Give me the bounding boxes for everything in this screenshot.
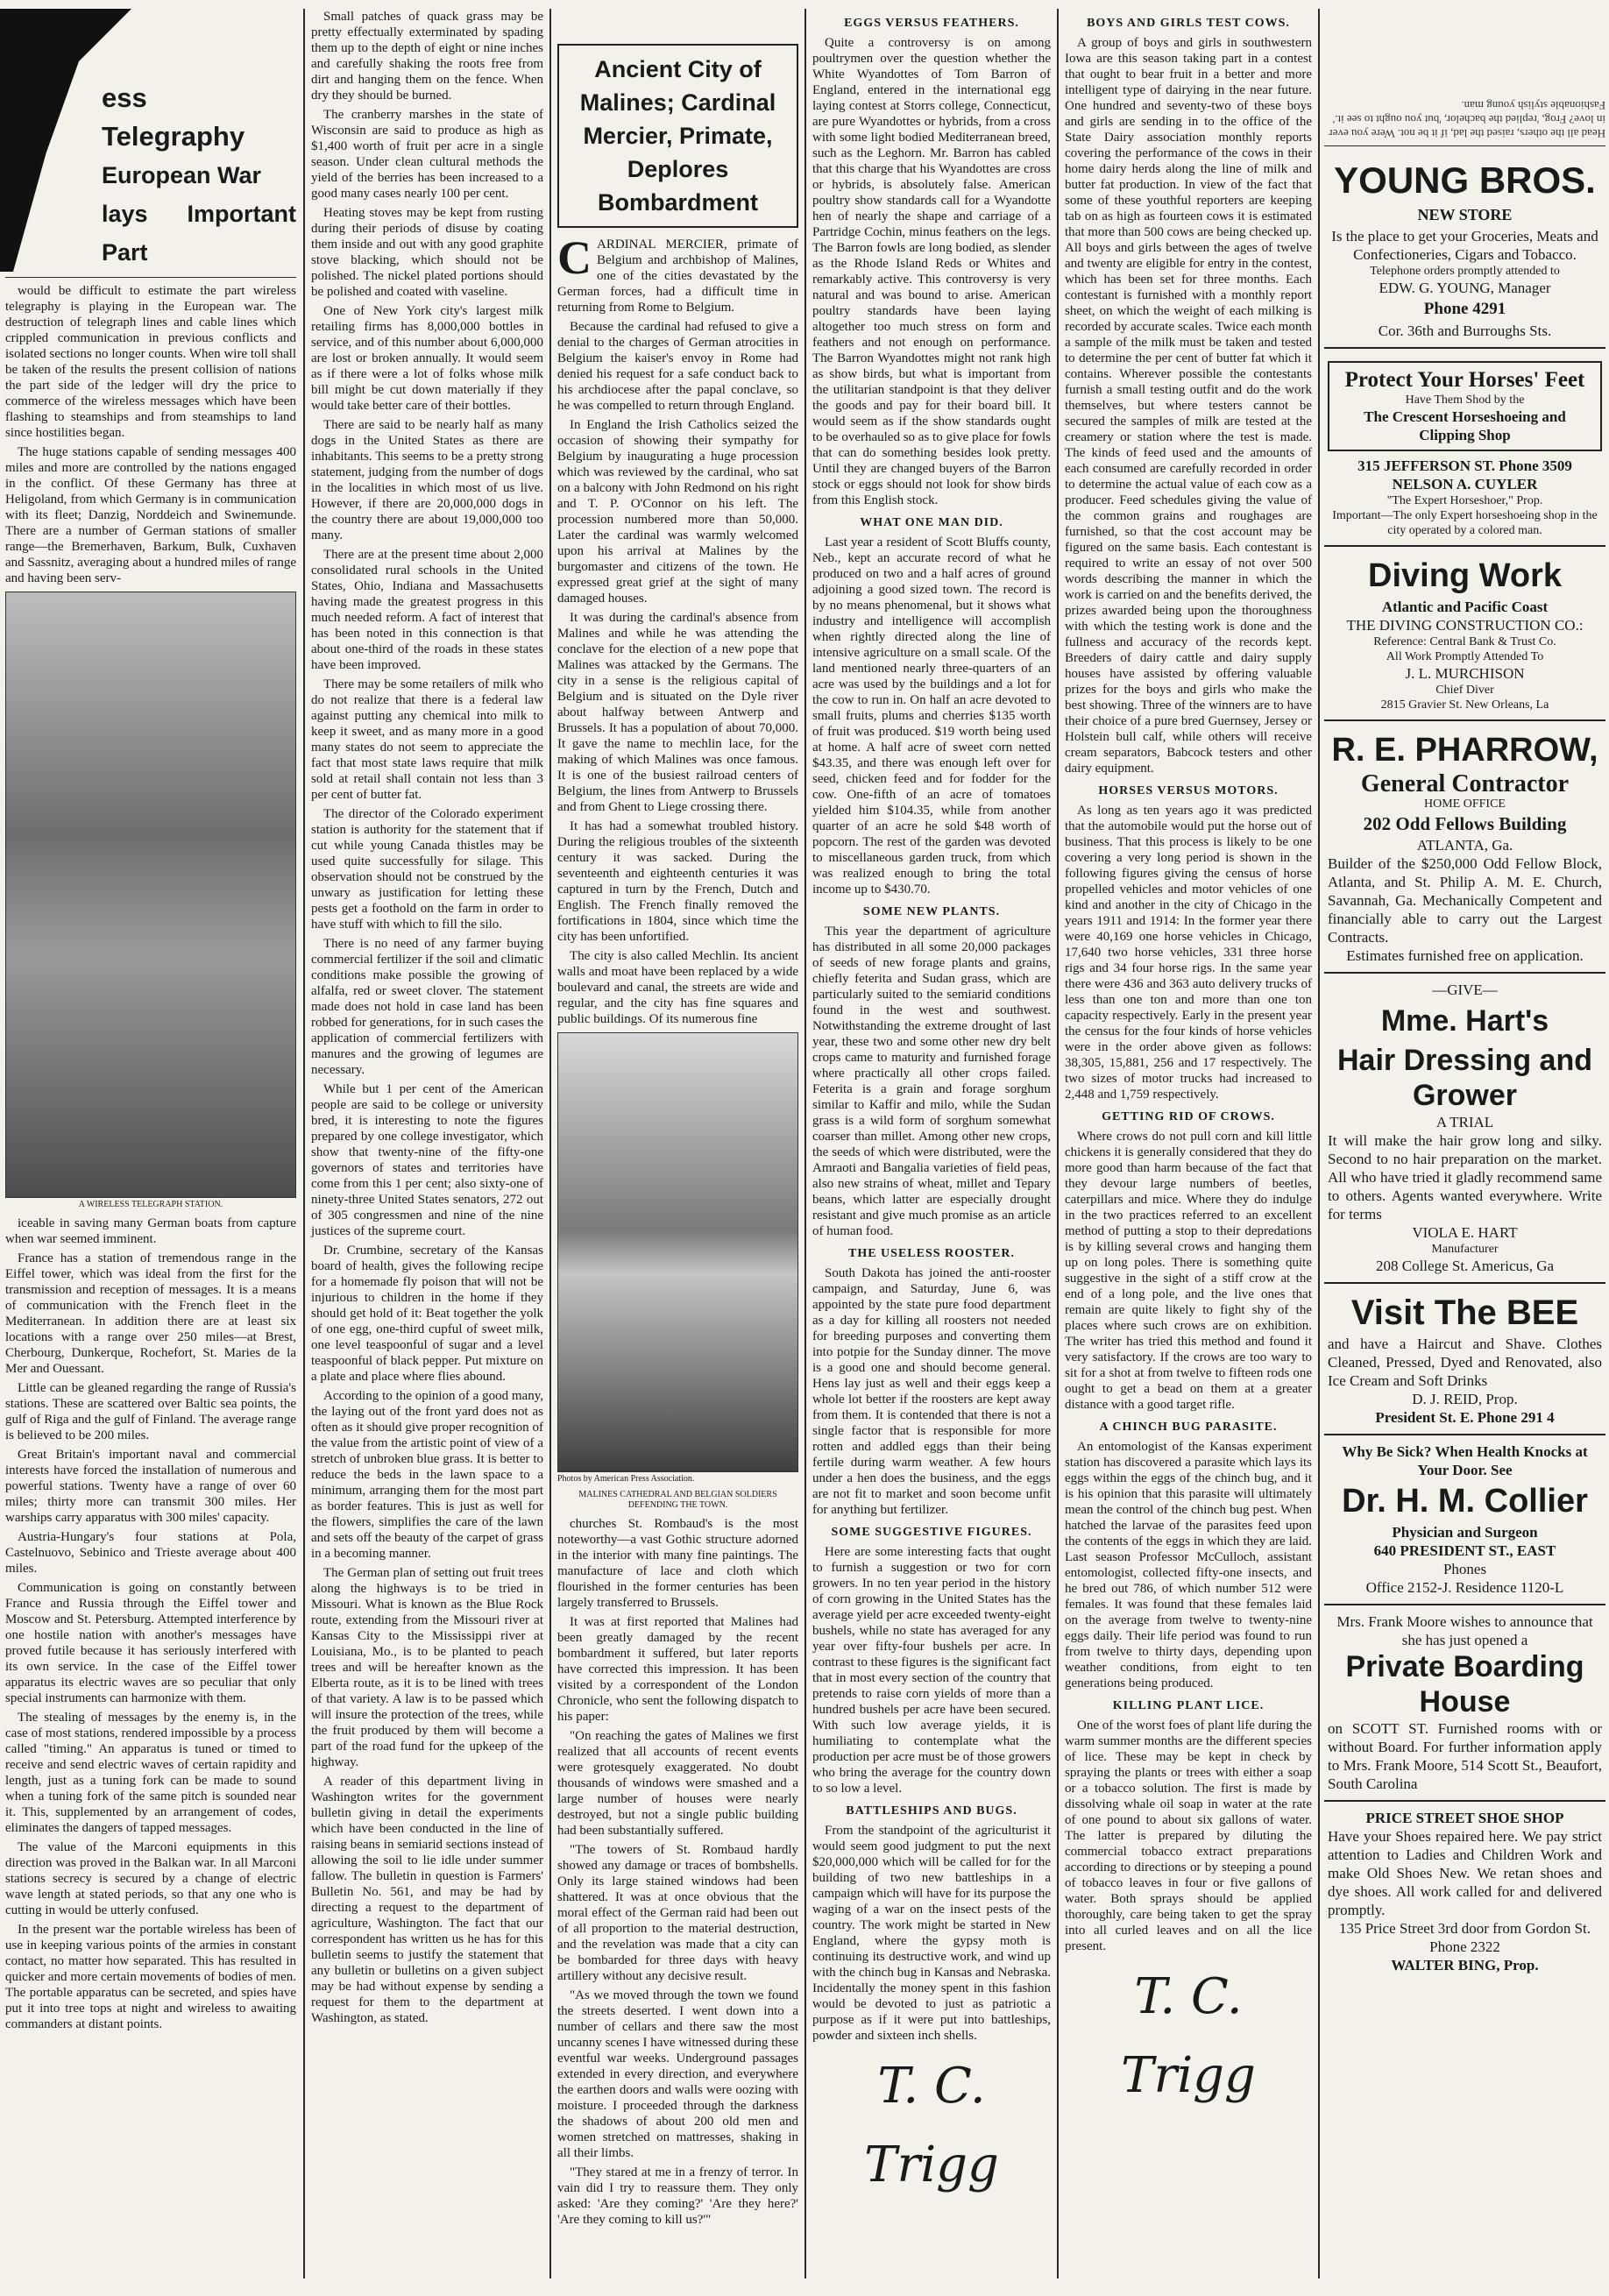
section-heading: EGGS VERSUS FEATHERS. [844, 17, 1019, 30]
article-paragraph: There are at the present time about 2,000 consolidated rural schools in the United States, Ohio, Indiana and Massachusetts having made the greatest progress in this much needed reform. A fact of interest that has been noted in this connection is that about one-third of the roads in these states have been improved. [311, 548, 543, 672]
malines-headline: Ancient City of Malines; Cardinal Mercier, Primate, Deplores Bombardment [557, 44, 798, 228]
photo-credit: Photos by American Press Association. [557, 1474, 695, 1484]
ad-address: Cor. 36th and Burroughs Sts. [1378, 322, 1552, 339]
article-paragraph: One of the worst foes of plant life during the warm summer months are the different species of lice. These may be kept in check by spraying the plants or trees with either a soap or a tobacco solution. The first is made by dissolving whale oil soap in water at the rate of one pound to about six gallons of water. The latter is prepared by diluting the commercial tobacco extract preparations according to directions or by steeping a pound of tobacco leaves in four or five gallons of water. Both sprays should be applied thoroughly, care being taken to get the spray into all curled leaves and on all the lice present. [1065, 1718, 1312, 1953]
article-paragraph: France has a station of tremendous range in the Eiffel tower, which was ideal from the first for the transmission and reception of messages. It is a means of communication with the French fleet in the Mediterranean. In addition there are at least six locations with a range over 250 miles—at Brest, Cherbourg, Dunkerque, Rochefort, St. Maries de la Mer and Ouessant. [5, 1251, 296, 1376]
article-paragraph: iceable in saving many German boats from capture when war seemed imminent. [5, 1216, 296, 1246]
article-paragraph: From the standpoint of the agriculturist it would seem good judgment to put the next $20,000,000 which will be called for for the building of two new battleships in a campaign which will have for its purpose the waging of a war on the insect pests of the country. The work might be started in New England, where the gypsy moth is continuing its destructive work, and wind up with the chinch bug in Kansas and Nebraska. Incidentally the money spent in this fashion would be devoted to just as patriotic a purpose as if it were put into battleships, powder and sixteen inch shells. [812, 1824, 1051, 2043]
ad-title: Dr. H. M. Collier [1342, 1483, 1588, 1520]
article-paragraph: Here are some interesting facts that ought to furnish a suggestion or two for corn growers. In no ten year period in the history of corn growing in the United States has the average yield per acre exceeded twenty-eight bushels, while no state has averaged for any year over fifty-four bushels per acre. In contrast to these figures is the significant fact that in most every section of the country that pretends to raise corn yields of more than a hundred bushels per acre have been secured. With such low average yields, it is humiliating to contemplate what the production per acre must be of those growers who bring the average for the country down to so low a level. [812, 1545, 1051, 1796]
ad-address: 640 PRESIDENT ST., EAST [1373, 1542, 1556, 1559]
ad-phone: Office 2152-J. Residence 1120-L [1365, 1579, 1564, 1596]
article-paragraph: The stealing of messages by the enemy is, in the case of most stations, rendered impossible by a process called "timing." An apparatus is tuned or timed to receive and send electric waves of certain rapidity and length, just as a tuning fork can be made to sound when a tuning fork of the same pitch is sounded near it. This, supplemented by an arrangement of codes, eliminates the dangers of tapped messages. [5, 1711, 296, 1835]
ad-young-bros [1324, 152, 1605, 349]
article-paragraph: A reader of this department living in Washington writes for the government bulletin giving in detail the experiments which have been conducted in the line of raising beans in semiarid sections instead of allowing the soil to lie idle under summer fallow. The bulletin in question is Farmers' Bulletin No. 561, and may be had by directing a request to the department of agriculture, Washington. The fact that our correspondent has written us he has for this bulletin seems to justify the statement that any bulletin or bulletins on a given subject may be had without expense by sending a request for them to the department at Washington, as stated. [311, 1775, 543, 2025]
article-paragraph: Austria-Hungary's four stations at Pola, Castelnuovo, Sebinico and Trieste average about 400 miles. [5, 1530, 296, 1576]
ad-body: Have your Shoes repaired here. We pay strict attention to Ladies and Children Work and make Old Shoes New. We retan shoes and dye shoes. All work called for and delivered promptly. [1328, 1828, 1602, 1918]
ad-address: 2815 Gravier St. New Orleans, La [1380, 698, 1549, 712]
ad-address: 135 Price Street 3rd door from Gordon St. Phone 2322 [1338, 1920, 1591, 1955]
section-heading: BOYS AND GIRLS TEST COWS. [1087, 17, 1290, 30]
ad-line: Have Them Shod by the [1405, 393, 1525, 407]
article-paragraph: There are said to be nearly half as many dogs in the United States as there are inhabitants. This seems to be a pretty strong statement, judging from the number of dogs in the localities in which most of us live. However, if there are 20,000,000 dogs in the country there are about 19,000,000 too many. [311, 418, 543, 542]
malines-cathedral-photo [557, 1032, 798, 1472]
ad-body: Is the place to get your Groceries, Meats and Confectioneries, Cigars and Tobacco. [1331, 228, 1598, 263]
article-paragraph: An entomologist of the Kansas experiment station has discovered a parasite which lays its eggs within the eggs of the chinch bug, and it is his opinion that this parasite will ultimately mean the control of the chinch bug pest. When hatched the larvae of the parasites feed upon the contents of the eggs in which they are laid. Last season Professor McCulloch, assistant entomologist, collected fifty-one insects, and he bred out 786, of which number 512 were females. It was found that these females laid on the average from twelve to twenty-nine eggs daily. Their life period was found to run from twelve to thirty days, depending upon weather conditions, from eight to ten generations being produced. [1065, 1440, 1312, 1690]
ad-title: PRICE STREET SHOE SHOP [1365, 1810, 1564, 1826]
column-dairy-notes [1060, 9, 1317, 2283]
article-paragraph: It was at first reported that Malines had been greatly damaged by the recent bombardment it suffered, but later reports have corrected this impression. It has been visited by a correspondent of the London Chronicle, who sent the following dispatch to his paper: [557, 1615, 798, 1724]
ad-body: and have a Haircut and Shave. Clothes Cleaned, Pressed, Dyed and Renovated, also Ice Cream and Soft Drinks [1328, 1336, 1602, 1389]
ad-line: The Crescent Horseshoeing and Clipping Shop [1364, 408, 1566, 443]
article-paragraph: Last year a resident of Scott Bluffs county, Neb., kept an accurate record of what he produced on two and a half acres of ground adjoining a good sized town. The record is by no means phenomenal, but it shows what industry and intelligence will accomplish when rightly directed along the line of intensive agriculture on a small scale. Of the land mentioned nearly three-quarters of an acre was used by the buildings and a lot for the cow to run in. On half an acre devoted to small fruits, plums and cherries $135 worth of fruit was produced. $19 worth being used at home. A half acre of sweet corn netted $43.35, and there was enough left over for seed, chicken feed and for fodder for the cow. One-fifth of an acre of tomatoes yielded him $104.35, while from another quarter of an acre he sold $48 worth of popcorn. The rest of the garden was devoted to miscellaneous garden truck, from which was realized enough to bring the total income up to $430.70. [812, 535, 1051, 896]
article-paragraph: The German plan of setting out fruit trees along the highways is to be tried in Missouri. What is known as the Blue Rock route, extending from the Missouri river at Kansas City to the Mississippi river at Louisiana, Mo., is to be planted to peach trees and will be hereafter known as the Elberta route, as it is to be lined with trees of that variety. A law is to be passed which will insure the protection of the trees, while the fruit produced by them will become a part of the road fund for the upkeep of the highway. [311, 1566, 543, 1769]
bleed-through-text: Head all the others, raised the lad, if it be not. Were you ever in love? Frog, 'replied the bachelor, 'but you ought to see it.' Fashionable stylish young man. [1329, 99, 1605, 140]
ad-address: 315 JEFFERSON ST. Phone 3509 [1357, 457, 1572, 474]
ad-subtitle: NEW STORE [1417, 206, 1513, 223]
article-paragraph: Communication is going on constantly between France and Russia through the Eiffel tower and Moscow and St. Petersburg. Attempted interference by one hostile nation with another's messages have proved futile because it has seriously interfered with its own service. In the case of the Eiffel tower apparatus its electric waves are so peculiar that only special instruments can harmonize with them. [5, 1581, 296, 1705]
ad-note: Estimates furnished free on application. [1346, 947, 1584, 964]
article-paragraph: A group of boys and girls in southwestern Iowa are this season taking part in a contest that ought to bear fruit in a better and more intelligent type of dairying in the near future. One hundred and seventy-two of these boys and girls are sending in to the office of the State Dairy association monthly reports covering the performance of the cows in their home dairy herds along the line of milk and butter fat production. In view of the fact that some of these youthful reporters are keeping tab on as high as fourteen cows it is estimated that more than 500 cows are being checked up. All boys and girls between the ages of twelve and twenty are eligible for entry in the contest, which has been set for three months. Each contestant is furnished with a monthly report sheet, on which the weight of each milking is recorded by accurate scales. Twice each month a sample of the milk must be taken and tested to determine the per cent of butter fat which it contains. Wherever possible the contestants furnish a small testing outfit and do the work themselves, but where testers cannot be secured the samples of milk are tested at the creamery or station where the test is made. The kinds of feed used and the amounts of each consumed are carefully recorded in order to determine the actual value of each cow as a producer. Feed schedules giving the value of the common grains and roughages are furnished, so that the cost account may be figured on the same basis. Each contestant is required to write an essay of not over 500 words describing the manner in which the work is carried on and the benefits derived, the prizes awarded being upon the thoroughness with which the testing work is done and the fullness and accuracy of the records kept. Breeders of dairy cattle and dairy supply houses have assisted by offering valuable prizes for the boys and girls who make the best showing. Three of the winners are to have their choice of a pure bred Guernsey, Jersey or Holstein bull calf, while others will receive cream separators, Babcock testers and other dairy equipment. [1065, 36, 1312, 776]
ad-line: Manufacturer [1431, 1243, 1499, 1256]
article-paragraph: ARDINAL MERCIER, primate of Belgium and archbishop of Malines, one of the cities devastated by the German forces, had a difficult time in returning from Rome to Belgium. [557, 237, 798, 315]
ad-mme-hart [1324, 974, 1605, 1284]
section-heading: HORSES VERSUS MOTORS. [1098, 784, 1279, 797]
ad-address: 202 Odd Fellows Building [1363, 813, 1567, 834]
ad-note: Important—The only Expert horseshoeing shop in the city operated by a colored man. [1332, 509, 1598, 537]
ad-line: —GIVE— [1432, 981, 1498, 998]
ad-subtitle: Hair Dressing and Grower [1337, 1044, 1592, 1112]
article-paragraph: Dr. Crumbine, secretary of the Kansas board of health, gives the following recipe for a homemade fly poison that will not be injurious to children in the home if they should get hold of it: Beat together the yolk of one egg, one-third cupful of sweet milk, one level teaspoonful of sugar and a level teaspoonful of black pepper. Put mixture on a plate and place where flies abound. [311, 1244, 543, 1384]
ad-line: All Work Promptly Attended To [1386, 650, 1544, 663]
column-rule [804, 9, 806, 2278]
ad-title: YOUNG BROS. [1334, 159, 1596, 201]
article-paragraph: While but 1 per cent of the American people are said to be college or university bred, it is interesting to note the figures prepared by one college investigator, which show that twenty-nine of the fifty-one governors of states and territories have come from this 1 per cent; also sixty-one of ninety-three United States senators, 272 out of 305 congressmen and nine of the nine justices of the supreme court. [311, 1082, 543, 1238]
article-paragraph: South Dakota has joined the anti-rooster campaign, and Saturday, June 6, was appointed by the state pure food department as a day for killing all roosters not needed for breeding purposes and converting them into potpie for the Sunday dinner. The move is a good one and should become general. Hens lay just as well and their eggs keep a whole lot better if the roosters are kept away from them. It is contended that there is not a single factor that is responsible for more rotten and addled eggs than their being fertile during warm weather. A few hours under a hen does the business, and the eggs are not fit to market and soon become unfit for anything but fertilizer. [812, 1266, 1051, 1517]
column-farm-notes [306, 9, 549, 2283]
article-paragraph: "On reaching the gates of Malines we first realized that all accounts of recent events were grotesquely exaggerated. No doubt thousands of windows were smashed and a large number of houses were nearly destroyed, but not a single public building had been substantially suffered. [557, 1729, 798, 1838]
article-paragraph: "The towers of St. Rombaud hardly showed any damage or traces of bombshells. Only its large stained windows had been shattered. It was at once obvious that the moral effect of the German raid had been out of all proportion to the material destruction, and the revelation was made that a city can be bombarded for three days with heavy artillery without any decisive result. [557, 1843, 798, 1983]
article-paragraph: Quite a controversy is on among poultrymen over the question whether the White Wyandottes of Tom Barron of England, entered in the international egg laying contest at Storrs college, Connecticut, are pure Wyandottes or hybrids, from a cross with some light bodied Mediterranean breed, such as the Leghorn. Mr. Barron has cabled that this charge that his Wyandottes are cross or hybrids, is absolutely false. American poultry show standards call for a Wyandotte hen of nearly the shape and carriage of a Partridge Cochin, minus feathers on the legs. The Barron fowls are long bodied, as slender as the Rhode Island Reds or Whites and remarkably active. This controversy is very natural and was bound to arise. American poultry standards have been laying altogether too much stress on form and feathers and not enough on performance. The Barron Wyandottes might not rank high as show birds, but what is important from the utilitarian standpoint is that they deliver the goods and pay for their board bill. It would seem as if the show standards ought to be overhauled so as to give place for fowls that can do something besides look pretty. Until they are changed buyers of the Barron stock or eggs should not look for show birds from this English stock. [812, 36, 1051, 507]
column-rule [303, 9, 305, 2278]
ad-diving-work [1324, 547, 1605, 721]
article-paragraph: There may be some retailers of milk who do not realize that there is a federal law against putting any chemical into milk to keep it sweet, and as many more in a good many states do not seem to appreciate the fact that most state laws require that milk sold at retail shall contain not less than 3 per cent of butter fat. [311, 677, 543, 802]
ad-title: Private Boarding House [1345, 1650, 1584, 1718]
article-paragraph: Great Britain's important naval and commercial interests have forced the installation of numerous and powerful stations. Twenty have a range of over 60 miles; thirty more can transmit 300 miles. Her warships carry apparatus with 300 miles' capacity. [5, 1448, 296, 1525]
section-heading: WHAT ONE MAN DID. [860, 516, 1003, 529]
ad-line: Atlantic and Pacific Coast [1381, 599, 1549, 615]
column-poultry-farm [807, 9, 1056, 2283]
section-heading: A CHINCH BUG PARASITE. [1099, 1421, 1278, 1434]
ad-line: Chief Diver [1435, 684, 1494, 697]
article-paragraph: As long as ten years ago it was predicted that the automobile would put the horse out of business. That this process is likely to be one covering a very long period is shown in the following figures giving the census of horse propelled vehicles and motor vehicles of one kind and another in the city of Chicago in the years 1911 and 1914: In the former year there were 40,169 one horse vehicles in Chicago, 17,640 two horse vehicles, 331 three horse rigs and 34 four horse rigs. In the same year there were 436 and 363 auto delivery trucks of less than one ton and more than one ton capacity respectively. Early in the present year the census for the four kinds of horse vehicles were in the order above given as follows: 38,305, 15,881, 256 and 17 respectively. The two sizes of motor trucks had increased to 2,448 and 1,759 respectively. [1065, 804, 1312, 1102]
ad-manager: EDW. G. YOUNG, Manager [1379, 280, 1551, 296]
article-paragraph: One of New York city's largest milk retailing firms has 8,000,000 bottles in service, and of this number about 6,000,000 are lost or broken annually. It would seem as if there were a lot of folks whose milk bill might be cut down materially if they would take better care of their bottles. [311, 304, 543, 413]
article-paragraph: It has had a somewhat troubled history. During the religious troubles of the sixteenth century it was sacked. During the seventeenth and eighteenth centuries it was captured in turn by the French, Dutch and English. The French finally removed the fortifications in 1804, since which time the city has been unfortified. [557, 819, 798, 944]
author-signature: T. C. Trigg [1121, 1968, 1256, 2104]
ad-title: R. E. PHARROW, [1331, 732, 1598, 769]
ad-line: THE DIVING CONSTRUCTION CO.: [1346, 617, 1584, 634]
article-paragraph: "As we moved through the town we found the streets deserted. I went down into a number of cellars and there saw the most uncanny scenes I have witnessed during these eventful war weeks. Underground passages extended in every direction, and everywhere the earthen doors and walls were oozing with moisture. I proceeded through the darkness the shadows of about 200 old men and women stretched on mattresses, shaking in all their limbs. [557, 1988, 798, 2160]
ad-body: on SCOTT ST. Furnished rooms with or without Board. For further information apply to Mrs. Frank Moore, 514 Scott St., Beaufort, South Carolina [1328, 1720, 1602, 1792]
article-paragraph: The city is also called Mechlin. Its ancient walls and moat have been replaced by a wide boulevard and canal, the streets are wide and regular, and the city has fine squares and public buildings. Of its numerous fine [557, 949, 798, 1026]
ad-line: HOME OFFICE [1424, 797, 1506, 811]
article-paragraph: According to the opinion of a good many, the laying out of the front yard does not as often as it should give proper recognition of the value from the artistic point of view of a stretch of unbroken blue grass. It is better to reduce the beds in the lawn space to a minimum, arranging them for the most part as border features. This is just as well for the flowers, simplifies the care of the lawn and sets off the beauty of the carpet of grass in a becoming manner. [311, 1389, 543, 1561]
ad-line: "The Expert Horseshoer," Prop. [1386, 494, 1543, 507]
article-paragraph: In England the Irish Catholics seized the occasion of showing their sympathy for Belgium by inaugurating a huge procession which was reviewed by the cardinal, who sat on a balcony with John Redmond on his right and T. P. O'Connor on his left. The procession numbered more than 50,000. Later the cardinal was warmly welcomed upon his arrival at Malines by the burgomaster and citizens of the town. He expressed great grief at the sight of many damaged houses. [557, 418, 798, 606]
article-paragraph: Because the cardinal had refused to give a denial to the charges of German atrocities in Belgium the kaiser's envoy in Rome had denied his request for a safe conduct back to his archdiocese after the papal conclave, so he was compelled to return through England. [557, 320, 798, 413]
column-advertisements [1321, 9, 1609, 2283]
article-paragraph: would be difficult to estimate the part wireless telegraphy is playing in the European war. The destruction of telegraph lines and cable lines which crippled communication in previous conflicts and isolated sections no longer counts. When wire toll shall be taken of the results the present collision of nations the part side of the ledger will dry the price to commerce of the wireless messages which have been flashing to steamships and from steamships to land since hostilities began. [5, 284, 296, 440]
column-rule [549, 9, 551, 2278]
column-malines [552, 9, 804, 2283]
ad-address: 208 College St. Americus, Ga [1375, 1258, 1555, 1274]
ad-owner: VIOLA E. HART [1412, 1224, 1518, 1241]
ad-subtitle: General Contractor [1360, 770, 1570, 797]
article-paragraph: The director of the Colorado experiment station is authority for the statement that if cut while young Canada thistles may be used quite successfully for silage. This observation should not be construed by the unwary as justification for letting these pests get a foothold on the farm in order to have stuff with which to fill the silo. [311, 807, 543, 932]
ad-phone: Phone 4291 [1423, 300, 1506, 318]
ad-title: Visit The BEE [1350, 1293, 1579, 1332]
ad-body: It will make the hair grow long and silky. Second to no hair preparation on the market. All who have tried it gladly recommend same to others. Agents wanted everywhere. Write for terms [1328, 1132, 1602, 1222]
article-paragraph: "They stared at me in a frenzy of terror. In vain did I try to reassure them. They only asked: 'Are they coming?' 'Are they here?' 'Are they coming to kill us?'" [557, 2165, 798, 2227]
ad-horseshoe [1324, 349, 1605, 547]
ad-owner: J. L. MURCHISON [1405, 665, 1525, 682]
article-paragraph: The value of the Marconi equipments in this direction was proved in the Balkan war. In all Marconi stations secrecy is secured by a change of electric wave length at stated periods, so that any one who is cutting in would be utterly confused. [5, 1840, 296, 1917]
column-rule [1057, 9, 1059, 2278]
headline-line: ess Telegraphy [102, 82, 245, 152]
article-paragraph: In the present war the portable wireless has been of use in keeping various points of the armies in constant contact, no matter how separated. This has resulted in quicker and more certain movements of bodies of men. The portable apparatus can be secreted, and spies have put it into tree tops at night and wireless to awaiting commanders at distant points. [5, 1923, 296, 2031]
ad-line: Reference: Central Bank & Trust Co. [1373, 635, 1556, 648]
ad-address: President St. E. Phone 291 4 [1375, 1409, 1555, 1426]
ad-owner: NELSON A. CUYLER [1392, 476, 1538, 493]
author-signature: T. C. Trigg [864, 2058, 999, 2193]
ad-subtitle: Physician and Surgeon [1392, 1524, 1538, 1541]
ad-note: Telephone orders promptly attended to [1370, 265, 1560, 278]
article-paragraph: Where crows do not pull corn and kill little chickens it is generally considered that they do more good than harm because of the fact that they devour large numbers of beetles, caterpillars and mice. Where they do indulge in the two practices referred to an excellent method of putting a stop to their depredations is by killing several crows and hanging them up on long poles. There is something quite suggestive in the sight of a stiff crow at the end of a long pole, and the live ones that remain are quite likely to fight shy of the places where such crows are on exhibition. The writer has tried this method and found it very satisfactory. If the crows are too wary to sit for a shot at from twelve to fifteen rods one ought to get a bead on them at a greater distance with a good target rifle. [1065, 1130, 1312, 1412]
article-paragraph: The huge stations capable of sending messages 400 miles and more are controlled by the nations engaged in the conflict. Of these Germany has three at Heligoland, from which Germany is in communication with its fleet; Danzig, Norddeich and Swinemunde. There are a number of German stations of smaller range—the Bremerhaven, Barkum, Bulk, Cuxhaven and Sassnitz, averaging about a hundred miles of range and having been serv- [5, 445, 296, 585]
wireless-station-photo [5, 592, 296, 1198]
ad-line: Why Be Sick? When Health Knocks at Your Door. See [1342, 1443, 1588, 1478]
headline-line: European War [102, 162, 262, 188]
ad-dr-collier [1324, 1435, 1605, 1605]
ad-body: Builder of the $250,000 Odd Fellow Block, Atlanta, and St. Philip A. M. E. Church, Savannah, Ga. Mechanically Competent and financially able to carry out the Largest Contracts. [1328, 855, 1602, 946]
ad-owner: WALTER BING, Prop. [1391, 1957, 1539, 1974]
ad-line: Mrs. Frank Moore wishes to announce that she has just opened a [1336, 1613, 1593, 1648]
article-paragraph: This year the department of agriculture has distributed in all some 20,000 packages of seeds of new forage plants and grains, chiefly feterita and Sudan grass, which are particularly suited to the semiarid conditions found in the west and southwest. Notwithstanding the extreme drought of last year, these two and some other new dry belt crops came to maturity and furnished forage where practically all other crops failed. Feterita is a grain and forage sorghum similar to Kaffir and milo, while the Sudan grass is a wild form of sorghum somewhat coarser than millet. Among other new crops, the seeds of which were distributed, were the Amraoti and Bangalia varieties of field peas, also new strains of wheat, millet and Tepary beans, which latter are especially drought resistant and give much promise as an article of human food. [812, 925, 1051, 1238]
article-paragraph: There is no need of any farmer buying commercial fertilizer if the soil and climatic conditions make possible the growing of alfalfa, red or sweet clover. The statement made does not hold in case land has been robbed for generations, for in such cases the application of commercial fertilizers with manures and the growing of legumes are necessary. [311, 937, 543, 1077]
ad-title: Mme. Hart's [1380, 1004, 1549, 1038]
ad-boarding-house [1324, 1605, 1605, 1802]
column-rule [1318, 9, 1320, 2278]
ad-pharrow [1324, 721, 1605, 974]
article-paragraph: It was during the cardinal's absence from Malines and while he was attending the conclave for the election of a new pope that Malines was attacked by the Germans. The city in a sense is the religious capital of Belgium and is situated on the Dyle river about halfway between Antwerp and Brussels. It has a population of about 70,000. It gave the name to mechlin lace, for the making of which Malines was once famous. It is one of the busiest railroad centers of Belgium, the lines from Antwerp to Brussels and from Ghent to Liege crossing there. [557, 611, 798, 814]
section-heading: THE USELESS ROOSTER. [847, 1247, 1015, 1260]
section-heading: BATTLESHIPS AND BUGS. [846, 1804, 1017, 1818]
ad-line: ATLANTA, Ga. [1416, 837, 1513, 854]
ad-shoe-shop [1324, 1802, 1605, 1981]
ad-title: Diving Work [1368, 557, 1562, 594]
section-heading: SOME SUGGESTIVE FIGURES. [831, 1526, 1032, 1539]
photo-caption: MALINES CATHEDRAL AND BELGIAN SOLDIERS DEFENDING THE TOWN. [578, 1490, 777, 1510]
ad-the-bee [1324, 1284, 1605, 1435]
article-paragraph: The cranberry marshes in the state of Wisconsin are said to produce as high as $1,400 worth of fruit per acre in a single season. Under clean cultural methods the yield of the berries has been increased to a good many cases nearly 100 per cent. [311, 108, 543, 201]
photo-caption: A WIRELESS TELEGRAPH STATION. [78, 1200, 223, 1209]
article-paragraph: churches St. Rombaud's is the most noteworthy—a vast Gothic structure adorned in the interior with many fine paintings. The manufacture of lace and cloth which flourished in the former centuries has been largely transferred to Brussels. [557, 1517, 798, 1610]
ad-owner: D. J. REID, Prop. [1412, 1391, 1518, 1407]
ad-title: Protect Your Horses' Feet [1344, 368, 1585, 392]
article-paragraph: Heating stoves may be kept from rusting during their periods of disuse by coating them inside and out with any good graphite stove blacking, which should not be polished. The nickel plated portions should be polished and coated with vaseline. [311, 206, 543, 299]
column-wireless-telegraphy [0, 9, 301, 2283]
ad-line: A TRIAL [1435, 1114, 1494, 1130]
ad-line: Phones [1442, 1561, 1487, 1577]
article-paragraph: Small patches of quack grass may be pretty effectually exterminated by spading them up to the depth of eight or nine inches and carefully shaking the roots free from dirt and hanging them on the fence. When dry they should be burned. [311, 10, 543, 103]
headline-line: lays Important Part [102, 201, 296, 266]
article-paragraph: Little can be gleaned regarding the range of Russia's stations. These are scattered over Baltic sea points, the gulf of Riga and the gulf of Finland. The average range is believed to be 200 miles. [5, 1381, 296, 1442]
section-heading: GETTING RID OF CROWS. [1102, 1110, 1275, 1123]
drop-cap: C [557, 231, 592, 284]
section-heading: SOME NEW PLANTS. [862, 905, 1001, 918]
section-heading: KILLING PLANT LICE. [1112, 1699, 1265, 1712]
